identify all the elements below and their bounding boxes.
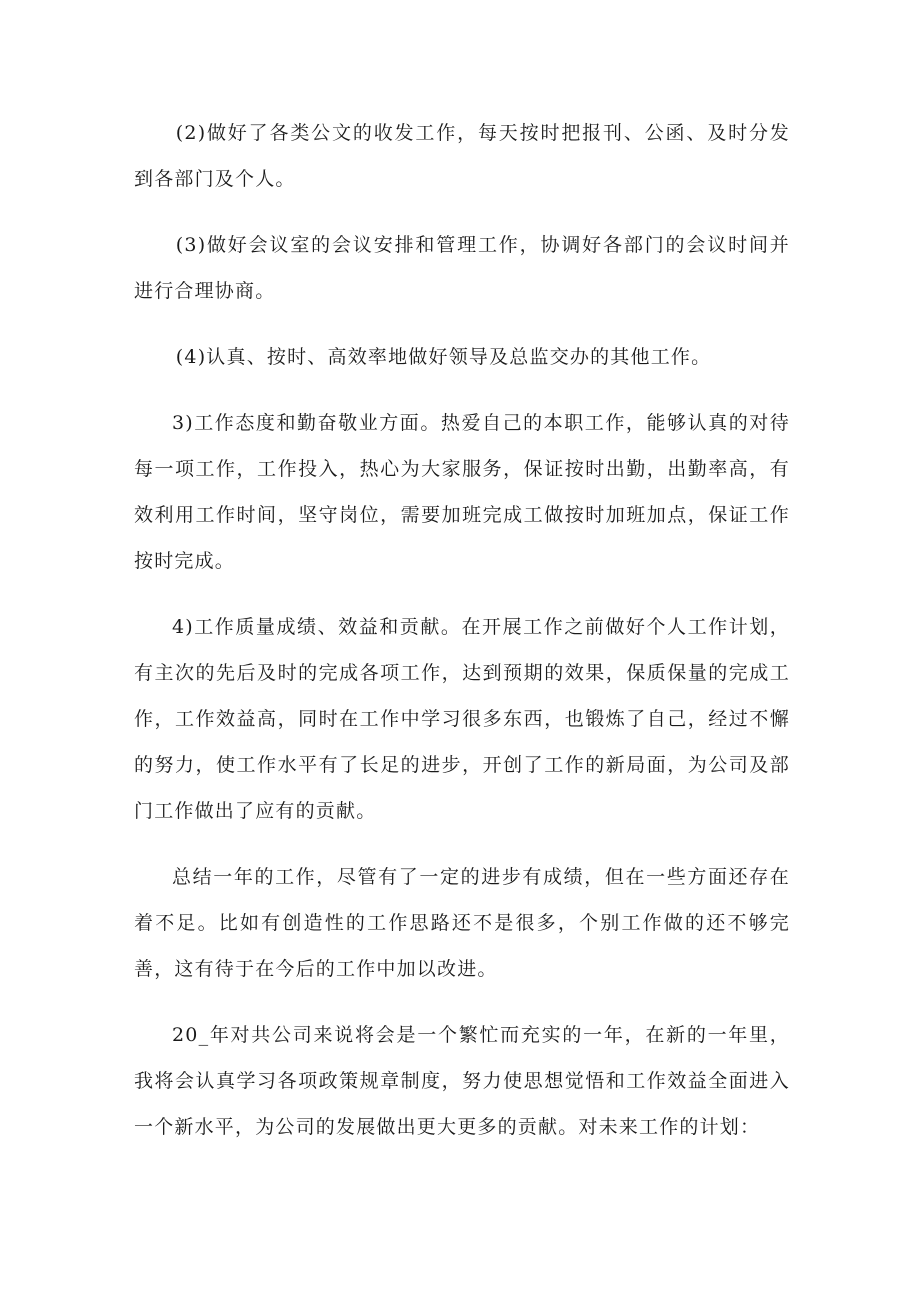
paragraph-item-2: (2)做好了各类公文的收发工作，每天按时把报刊、公函、及时分发到各部门及个人。 (134, 122, 790, 190)
paragraph-gap (134, 834, 790, 854)
paragraph-gap (134, 584, 790, 604)
paragraph-item-4: (4)认真、按时、高效率地做好领导及总监交办的其他工作。 (175, 346, 712, 368)
paragraph-item-3: (3)做好会议室的会议安排和管理工作，协调好各部门的会议时间并进行合理协商。 (134, 234, 790, 302)
paragraph-gap (134, 202, 790, 222)
paragraph-future-plan: 20_年对共公司来说将会是一个繁忙而充实的一年，在新的一年里，我将会认真学习各项政策规章制度，努力使思想觉悟和工作效益全面进入一个新水平，为公司的发展做出更大更多的贡献。对未来工作的计划： (134, 1024, 790, 1138)
paragraph-gap (134, 314, 790, 334)
paragraph-work-attitude: 3)工作态度和勤奋敬业方面。热爱自己的本职工作，能够认真的对待每一项工作，工作投入，热心为大家服务，保证按时出勤，出勤率高，有效利用工作时间，坚守岗位，需要加班完成工做按时加班加点，保证工作按时完成。 (134, 412, 790, 572)
paragraph-gap (134, 992, 790, 1012)
paragraph-summary: 总结一年的工作，尽管有了一定的进步有成绩，但在一些方面还存在着不足。比如有创造性的工作思路还不是很多，个别工作做的还不够完善，这有待于在今后的工作中加以改进。 (134, 866, 790, 980)
paragraph-gap (134, 380, 790, 400)
paragraph-work-quality: 4)工作质量成绩、效益和贡献。在开展工作之前做好个人工作计划，有主次的先后及时的完成各项工作，达到预期的效果，保质保量的完成工作，工作效益高，同时在工作中学习很多东西，也锻炼了自己，经过不懈的努力，使工作水平有了长足的进步，开创了工作的新局面，为公司及部门工作做出了应有的贡献。 (134, 616, 790, 822)
